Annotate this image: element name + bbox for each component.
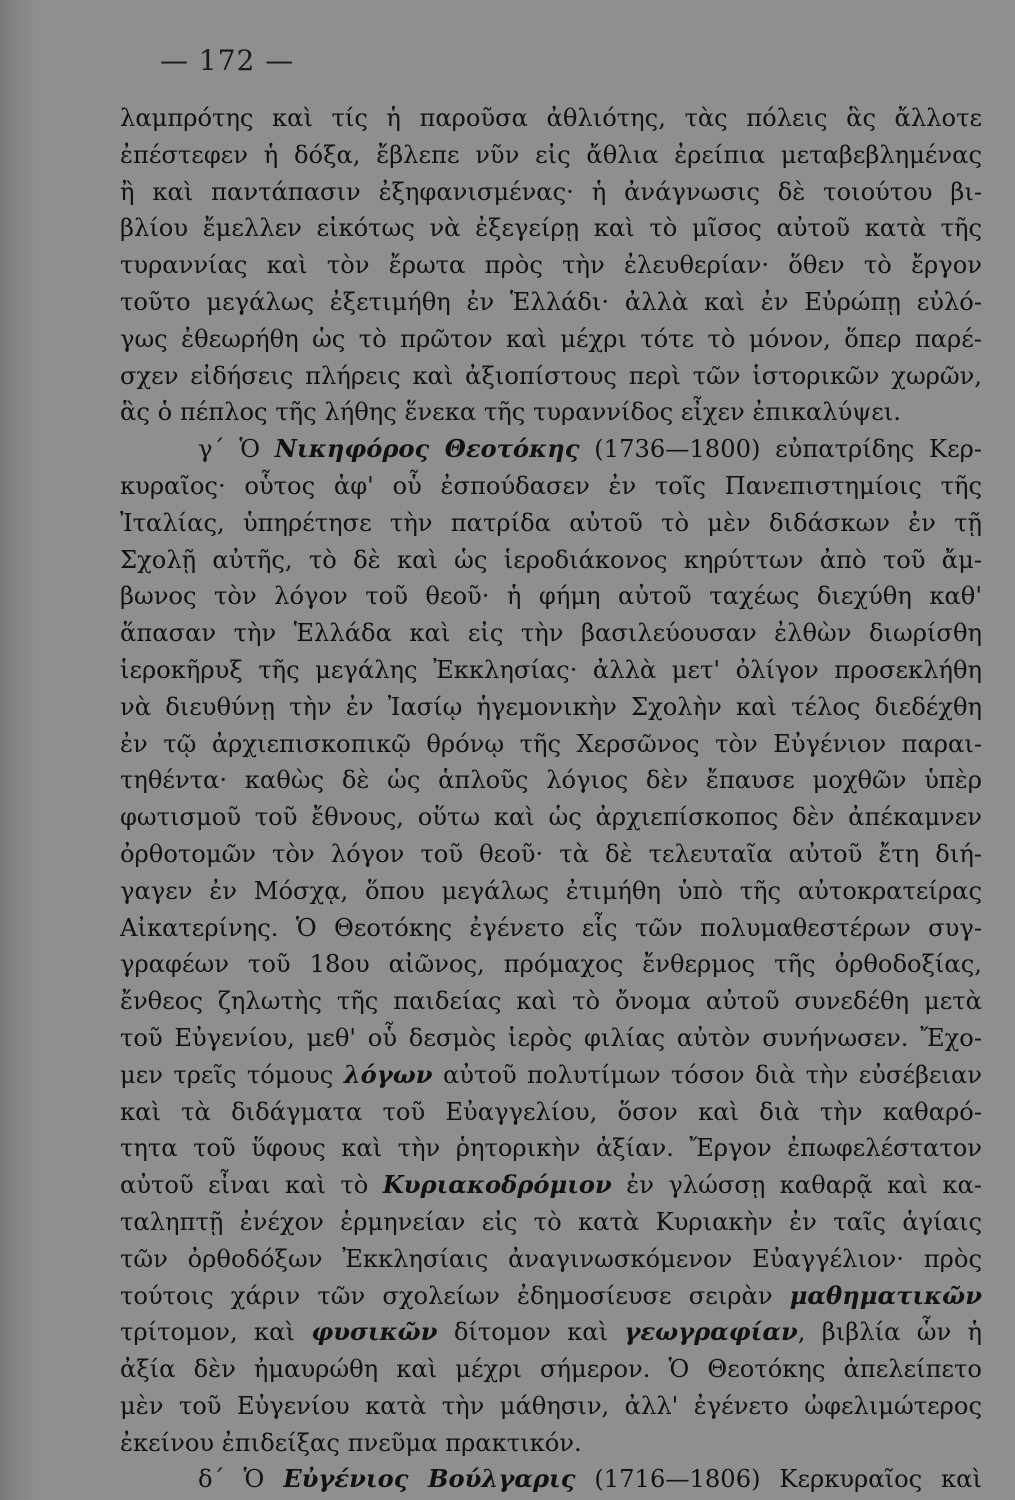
paragraph-voulgaris (120, 1461, 982, 1498)
text-line: ἃς ὁ πέπλος τῆς λήθης ἕνεκα τῆς τυραννίδος εἶχεν ἐπικαλύψει. (120, 398, 901, 427)
text-line: ἢ καὶ παντάπασιν ἐξηφανισμένας· ἡ ἀνάγνωσις δὲ τοιούτου βι- (120, 177, 982, 206)
paragraph-theotokis (120, 431, 982, 1461)
text-line: γως ἐθεωρήθη ὡς τὸ πρῶτον καὶ μέχρι τότε τὸ μόνον, ὅπερ παρέ- (120, 324, 982, 353)
emphasized-term: Κυριακοδρόμιον (382, 1170, 612, 1200)
body-text (120, 100, 982, 1498)
text-line: ἐν τῷ ἀρχιεπισκοπικῷ θρόνῳ τῆς Χερσῶνος τὸν Εὐγένιον παραι- (120, 729, 982, 758)
text-line-fysikon: τρίτομον, καὶ φυσικῶν δίτομον καὶ γεωγραφίαν, βιβλία ὧν ἡ (120, 1317, 982, 1347)
text-line: τυραννίας καὶ τὸν ἔρωτα πρὸς τὴν ἐλευθερίαν· ὅθεν τὸ ἔργον (120, 251, 982, 280)
text-line: ἔνθεος ζηλωτὴς τῆς παιδείας καὶ τὸ ὄνομα αὐτοῦ συνεδέθη μετὰ (120, 987, 982, 1016)
paragraph-intro (120, 100, 982, 431)
text-line-heading-voulgaris: δ΄ Ὁ Εὐγένιος Βούλγαρις (1716—1806) Κερκυραῖος καὶ (198, 1464, 982, 1494)
text-line: γαγεν ἐν Μόσχᾳ, ὅπου μεγάλως ἐτιμήθη ὑπὸ τῆς αὐτοκρατείρας (120, 876, 982, 905)
text-line: τοῦ Εὐγενίου, μεθ' οὗ δεσμὸς ἱερὸς φιλίας αὐτὸν συνήνωσεν. Ἔχο- (120, 1023, 982, 1052)
text-line: σχεν εἰδήσεις πλήρεις καὶ ἀξιοπίστους περὶ τῶν ἱστορικῶν χωρῶν, (120, 361, 982, 390)
text-line: Ἰταλίας, ὑπηρέτησε τὴν πατρίδα αὐτοῦ τὸ μὲν διδάσκων ἐν τῇ (120, 508, 982, 537)
text-line: ἐκείνου ἐπιδείξας πνεῦμα πρακτικόν. (120, 1428, 582, 1457)
text-line-mathimatikon: τούτοις χάριν τῶν σχολείων ἐδημοσίευσε σειρὰν μαθηματικῶν (120, 1280, 982, 1310)
text-line-kyriakodromion: αὐτοῦ εἶναι καὶ τὸ Κυριακοδρόμιον ἐν γλώσσῃ καθαρᾷ καὶ κα- (120, 1170, 982, 1200)
text-line: κυραῖος· οὗτος ἀφ' οὗ ἐσπούδασεν ἐν τοῖς Πανεπιστημίοις τῆς (120, 471, 982, 500)
emphasized-term: μαθηματικῶν (789, 1280, 982, 1310)
text-line: λαμπρότης καὶ τίς ἡ παροῦσα ἀθλιότης, τὰς πόλεις ἃς ἄλλοτε (120, 104, 982, 132)
text-line: καὶ τὰ διδάγματα τοῦ Εὐαγγελίου, ὅσον καὶ διὰ τὴν καθαρό- (120, 1097, 982, 1126)
emphasized-term: φυσικῶν (311, 1317, 438, 1347)
page-number: — 172 — (160, 44, 295, 77)
text-line: ταληπτῇ ἐνέχον ἑρμηνείαν εἰς τὸ κατὰ Κυριακὴν ἐν ταῖς ἁγίαις (120, 1207, 982, 1236)
text-line: γραφέων τοῦ 18ου αἰῶνος, πρόμαχος ἔνθερμος τῆς ὀρθοδοξίας, (120, 950, 982, 979)
emphasized-term: λόγων (343, 1059, 433, 1089)
text-line: ἱεροκῆρυξ τῆς μεγάλης Ἐκκλησίας· ἀλλὰ μετ' ὀλίγον προσεκλήθη (120, 655, 982, 684)
text-line: Αἰκατερίνης. Ὁ Θεοτόκης ἐγένετο εἷς τῶν πολυμαθεστέρων συγ- (120, 913, 982, 942)
text-line: μὲν τοῦ Εὐγενίου κατὰ τὴν μάθησιν, ἀλλ' ἐγένετο ὠφελιμώτερος (120, 1391, 982, 1420)
emphasized-term: Νικηφόρος Θεοτόκης (274, 434, 580, 464)
text-line-heading-theotokis: γ΄ Ὁ Νικηφόρος Θεοτόκης (1736—1800) εὐπατρίδης Κερ- (198, 434, 982, 464)
text-line: νὰ διευθύνῃ τὴν ἐν Ἰασίῳ ἡγεμονικὴν Σχολὴν καὶ τέλος διεδέχθη (120, 692, 982, 721)
text-line-logon: μεν τρεῖς τόμους λόγων αὐτοῦ πολυτίμων τόσον διὰ τὴν εὐσέβειαν (120, 1059, 982, 1089)
text-line: τῶν ὀρθοδόξων Ἐκκλησίαις ἀναγινωσκόμενον Εὐαγγέλιον· πρὸς (120, 1244, 982, 1273)
text-line: ὀρθοτομῶν τὸν λόγον τοῦ θεοῦ· τὰ δὲ τελευταῖα αὐτοῦ ἔτη διή- (120, 839, 982, 868)
text-line: τηθέντα· καθὼς δὲ ὡς ἁπλοῦς λόγιος δὲν ἔπαυσε μοχθῶν ὑπὲρ (120, 766, 982, 795)
text-line: Σχολῇ αὐτῆς, τὸ δὲ καὶ ὡς ἱεροδιάκονος κηρύττων ἀπὸ τοῦ ἄμ- (120, 545, 982, 574)
emphasized-term: Εὐγένιος Βούλγαρις (283, 1464, 576, 1494)
text-line: βωνος τὸν λόγον τοῦ θεοῦ· ἡ φήμη αὐτοῦ ταχέως διεχύθη καθ' (120, 582, 982, 611)
emphasized-term: γεωγραφίαν (624, 1317, 798, 1347)
text-line: βλίου ἔμελλεν εἰκότως νὰ ἐξεγείρῃ καὶ τὸ μῖσος αὐτοῦ κατὰ τῆς (120, 214, 982, 243)
text-line: τητα τοῦ ὕφους καὶ τὴν ῥητορικὴν ἀξίαν. Ἔργον ἐπωφελέστατον (120, 1134, 982, 1163)
text-line: ἐπέστεφεν ἡ δόξα, ἔβλεπε νῦν εἰς ἄθλια ἐρείπια μεταβεβλημένας (120, 140, 982, 169)
page-gutter-shadow (0, 0, 36, 1500)
text-line: φωτισμοῦ τοῦ ἔθνους, οὕτω καὶ ὡς ἀρχιεπίσκοπος δὲν ἀπέκαμνεν (120, 803, 982, 832)
text-line: ἀξία δὲν ἠμαυρώθη καὶ μέχρι σήμερον. Ὁ Θεοτόκης ἀπελείπετο (120, 1355, 982, 1384)
text-line: τοῦτο μεγάλως ἐξετιμήθη ἐν Ἑλλάδι· ἀλλὰ καὶ ἐν Εὐρώπῃ εὐλό- (120, 287, 982, 316)
text-line: ἅπασαν τὴν Ἑλλάδα καὶ εἰς τὴν βασιλεύουσαν ἐλθὼν διωρίσθη (120, 619, 982, 648)
